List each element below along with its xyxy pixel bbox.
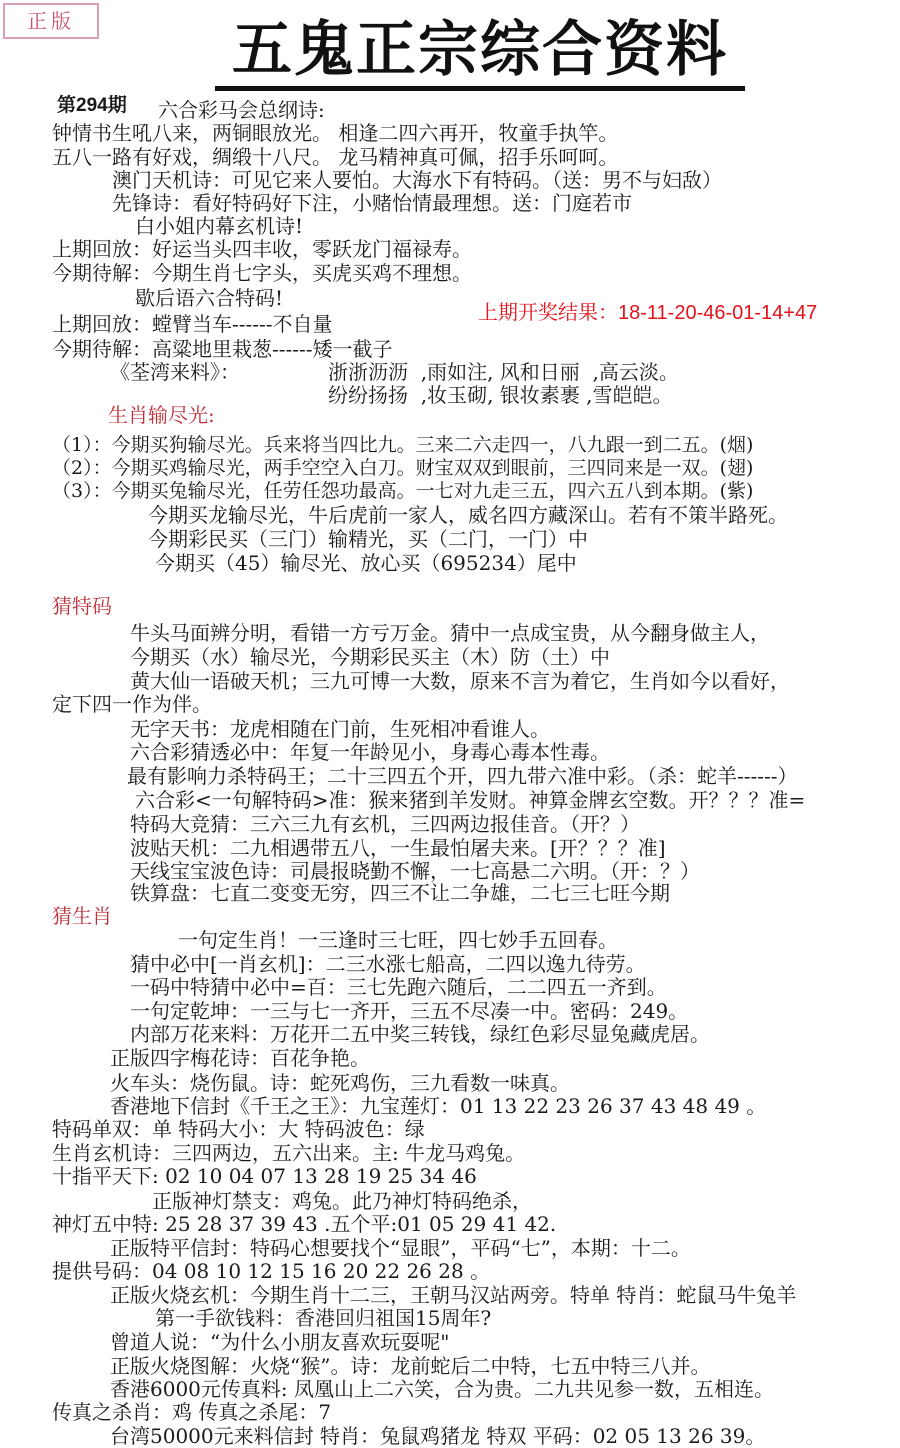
text-line: 纷纷扬扬 ,妆玉砌, 银妆素裹 ,雪皑皑。 [328, 383, 673, 407]
text-line: 内部万花来料：万花开二五中奖三转钱，绿红色彩尽显兔藏虎居。 [130, 1022, 710, 1046]
text-line: 正版神灯禁支：鸡兔。此乃神灯特码绝杀， [152, 1189, 532, 1213]
text-line: 白小姐内幕玄机诗! [135, 214, 304, 238]
section-heading-cai-shengxiao: 猜生肖 [52, 904, 112, 928]
text-line: 神灯五中特: 25 28 37 39 43 .五个平:01 05 29 41 42. [52, 1212, 557, 1236]
text-line: 钟情书生吼八来，两铜眼放光。 相逢二四六再开，牧童手执竿。 [52, 121, 619, 145]
text-line: 提供号码：04 08 10 12 15 16 20 22 26 28 。 [52, 1259, 491, 1283]
text-line: 十指平天下: 02 10 04 07 13 28 19 25 34 46 [52, 1164, 477, 1188]
text-line: 特码大竞猜：三六三九有玄机，三四两边报佳音。（开？） [130, 812, 640, 836]
section-heading-shengxiao-shujinguang: 生肖输尽光: [108, 403, 215, 427]
last-draw-result: 上期开奖结果：18-11-20-46-01-14+47 [478, 302, 818, 324]
text-line: 台湾50000元来料信封 特肖：兔鼠鸡猪龙 特双 平码：02 05 13 26 39。 [110, 1424, 766, 1448]
text-line: 一句定生肖！一三逢时三七旺，四七妙手五回春。 [178, 928, 618, 952]
text-line: 《荃湾来料》： [110, 360, 240, 384]
text-line: 先锋诗：看好特码好下注，小赌怡情最理想。送：门庭若市 [112, 191, 632, 215]
section-heading-cai-tema: 猜特码 [52, 594, 112, 618]
text-line: 正版火烧图解：火烧“猴”。诗：龙前蛇后二中特，七五中特三八并。 [110, 1354, 711, 1378]
text-line: 香港6000元传真料: 凤凰山上二六笑，合为贵。二九共见参一数，五相连。 [110, 1377, 774, 1401]
text-line: 今期彩民买（三门）输精光，买（二门，一门）中 [148, 527, 588, 551]
page-title: 五鬼正宗综合资料 [232, 15, 728, 85]
text-line: 今期买龙输尽光，牛后虎前一家人，威名四方藏深山。若有不策半路死。 [148, 503, 788, 527]
text-line: 正版火烧玄机：今期生肖十二三，王朝马汉站两旁。特单 特肖：蛇鼠马牛兔羊 [110, 1283, 797, 1307]
text-line: 香港地下信封《千王之王》：九宝莲灯：01 13 22 23 26 37 43 48 49 。 [110, 1094, 767, 1118]
text-line: 牛头马面辨分明，看错一方亏万金。猜中一点成宝贵，从今翻身做主人， [130, 621, 770, 645]
text-line: 浙浙沥沥 ,雨如注, 风和日丽 ,高云淡。 [328, 360, 679, 384]
text-line: 黄大仙一语破天机；三九可博一大数，原来不言为着它，生肖如今以看好， [130, 669, 790, 693]
text-line: （3）：今期买兔输尽光，任劳任怨功最高。一七对九走三五，四六五八到本期。(紫) [52, 480, 754, 502]
text-line: （1）：今期买狗输尽光。兵来将当四比九。三来二六走四一，八九跟一到二五。(烟) [52, 434, 754, 456]
text-line: 波贴天机：二九相遇带五八，一生最怕屠夫来。[开？？？准] [130, 836, 666, 860]
text-line: 无字天书：龙虎相随在门前，生死相冲看谁人。 [130, 717, 550, 741]
text-line: 特码单双：单 特码大小：大 特码波色：绿 [52, 1117, 425, 1141]
poem-heading: 六合彩马会总纲诗: [158, 98, 325, 122]
text-line: 今期买（水）输尽光，今期彩民买主（木）防（土）中 [130, 645, 610, 669]
text-line: 曾道人说：“为什么小朋友喜欢玩耍呢" [110, 1330, 450, 1354]
text-line: 正版四字梅花诗：百花争艳。 [110, 1046, 370, 1070]
text-line: 第一手欲钱料：香港回归祖国15周年? [155, 1306, 492, 1330]
text-line: 定下四一作为伴。 [52, 692, 212, 716]
issue-number: 第294期 [57, 95, 127, 116]
text-line: 一句定乾坤：一三与七一齐开，三五不尽凑一中。密码：249。 [130, 999, 689, 1023]
genuine-stamp: 正版 [3, 3, 99, 39]
text-line: 今期买（45）输尽光、放心买（695234）尾中 [155, 551, 577, 575]
text-line: 六合彩猜透必中：年复一年龄见小，身毒心毒本性毒。 [130, 740, 610, 764]
text-line: 五八一路有好戏，绸缎十八尺。 龙马精神真可佩，招手乐呵呵。 [52, 145, 619, 169]
text-line: 六合彩<一句解特码>准：猴来猪到羊发财。神算金牌玄空数。开？？？准= [135, 788, 806, 812]
text-line: 正版特平信封：特码心想要找个“显眼”，平码“七”，本期：十二。 [110, 1236, 691, 1260]
text-line: 澳门天机诗：可见它来人要怕。大海水下有特码。（送：男不与妇敌） [112, 168, 722, 192]
text-line: 上期回放：螳臂当车------不自量 [52, 312, 333, 336]
text-line: 天线宝宝波色诗：司晨报晓勤不懈，一七高悬二六明。（开：？） [130, 859, 700, 883]
text-line: 火车头：烧伤鼠。诗：蛇死鸡伤，三九看数一味真。 [110, 1071, 570, 1095]
text-line: 铁算盘：七直二变变无穷，四三不让二争雄，二七三七旺今期 [130, 881, 670, 905]
text-line: 一码中特猜中必中=百：三七先跑六随后，二二四五一齐到。 [130, 975, 667, 999]
text-line: 歇后语六合特码! [135, 286, 284, 310]
text-line: 上期回放：好运当头四丰收，零跃龙门福禄寿。 [52, 237, 472, 261]
text-line: 生肖玄机诗：三四两边，五六出来。主: 牛龙马鸡兔。 [52, 1141, 526, 1165]
text-line: （2）：今期买鸡输尽光，两手空空入白刀。财宝双双到眼前，三四同来是一双。(翅) [52, 457, 754, 479]
text-line: 最有影响力杀特码王；二十三四五个开，四九带六准中彩。（杀：蛇羊------） [127, 764, 798, 788]
text-line: 今期待解：高粱地里栽葱------矮一截子 [52, 337, 393, 361]
text-line: 今期待解：今期生肖七字头，买虎买鸡不理想。 [52, 261, 472, 285]
title-underline [215, 86, 745, 91]
text-line: 传真之杀肖：鸡 传真之杀尾：7 [52, 1400, 332, 1424]
text-line: 猜中必中[一肖玄机]：二三水涨七船高，二四以逸九待劳。 [130, 952, 646, 976]
